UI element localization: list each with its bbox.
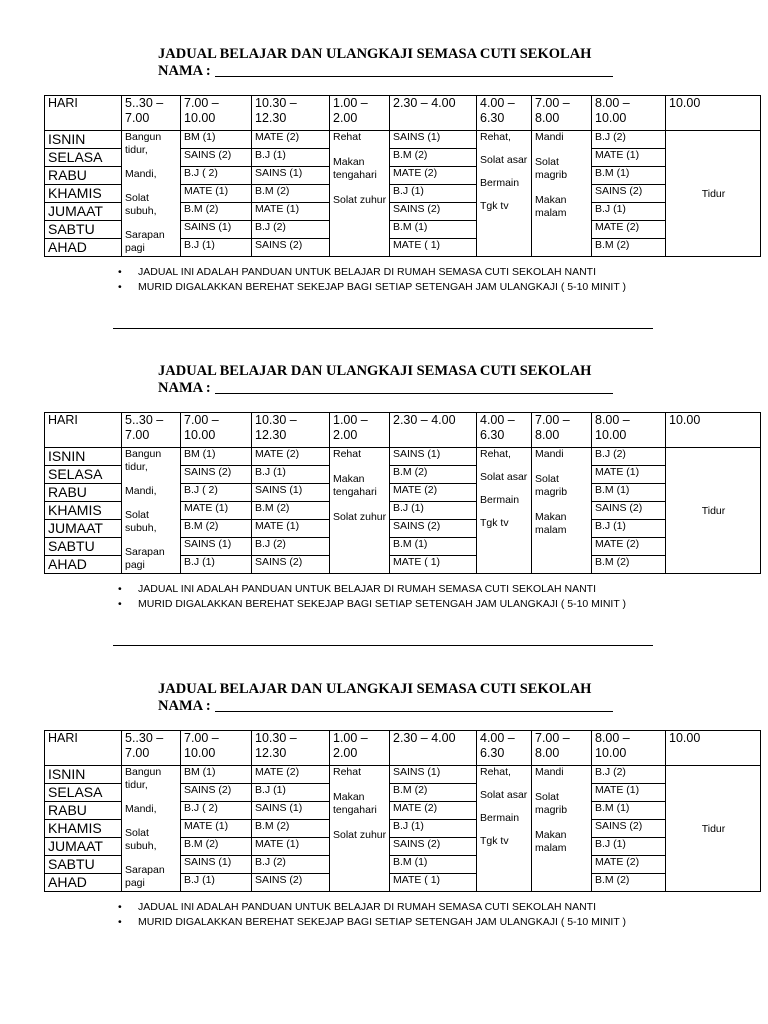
subject-cell: SAINS (2) [390,203,477,221]
subject-cell: SAINS (2) [252,874,330,892]
subject-cell: SAINS (1) [252,484,330,502]
subject-cell: MATE (2) [390,484,477,502]
notes-list [118,266,658,296]
activity-text: Solat zuhur [333,511,387,523]
activity-text: Makan tengahari [333,156,377,181]
activity-text: Solat asar [480,471,528,483]
schedule-title: JADUAL BELAJAR DAN ULANGKAJI SEMASA CUTI SEKOLAH [158,46,592,62]
header-cell: 10.00 [666,731,761,766]
note-text: MURID DIGALAKKAN BEREHAT SEKEJAP BAGI SETIAP SETENGAH JAM ULANGKAJI ( 5-10 MINIT ) [138,281,626,293]
evening-activities-cell [532,131,592,257]
subject-cell: B.J ( 2) [181,802,252,820]
subject-cell: SAINS (2) [592,820,666,838]
subject-cell: B.M (2) [252,820,330,838]
evening-activities-cell [532,766,592,892]
subject-cell: B.J (1) [181,556,252,574]
activity-text: Solat asar [480,154,528,166]
note-item [118,583,658,596]
activity-text: Solat subuh, [125,509,157,534]
morning-routine-cell [122,448,181,574]
day-cell: RABU [45,802,122,820]
subject-cell: SAINS (1) [181,856,252,874]
subject-cell: MATE (1) [252,520,330,538]
subject-cell: B.M (2) [252,502,330,520]
header-cell: 10.00 [666,96,761,131]
activity-text: Mandi [535,131,564,143]
activity-text: Mandi [535,766,564,778]
header-cell: 2.30 – 4.00 [390,413,477,448]
subject-cell: MATE (1) [592,466,666,484]
subject-cell: B.M (1) [390,221,477,239]
activity-text: Sarapan pagi [125,546,165,571]
activity-text: Rehat [333,448,362,460]
activity-text: Mandi, [125,803,157,815]
subject-cell: B.M (1) [390,856,477,874]
day-cell: AHAD [45,556,122,574]
header-cell: 10.30 – 12.30 [252,413,330,448]
name-field [158,698,211,715]
subject-cell: SAINS (1) [390,448,477,466]
note-text: JADUAL INI ADALAH PANDUAN UNTUK BELAJAR DI RUMAH SEMASA CUTI SEKOLAH NANTI [138,901,597,913]
subject-cell: MATE (2) [252,448,330,466]
activity-text: Solat zuhur [333,194,387,206]
subject-cell: B.J (2) [252,538,330,556]
subject-cell: SAINS (2) [390,520,477,538]
day-cell: ISNIN [45,766,122,784]
header-cell: 1.00 – 2.00 [330,731,390,766]
subject-cell: B.J (1) [252,784,330,802]
schedule-title: JADUAL BELAJAR DAN ULANGKAJI SEMASA CUTI SEKOLAH [158,363,592,379]
sleep-cell: Tidur [666,766,761,892]
note-item [118,916,658,929]
subject-cell: MATE (1) [252,838,330,856]
midday-activities-cell [330,766,390,892]
schedule-table [44,730,761,892]
header-cell: 7.00 – 8.00 [532,731,592,766]
table-row [45,766,761,784]
header-cell: HARI [45,731,122,766]
day-cell: KHAMIS [45,185,122,203]
name-underline [215,393,613,394]
sleep-cell: Tidur [666,131,761,257]
day-cell: ISNIN [45,131,122,149]
section-divider [113,645,653,646]
day-cell: RABU [45,167,122,185]
name-underline [215,711,613,712]
subject-cell: MATE (1) [181,502,252,520]
subject-cell: B.M (1) [592,802,666,820]
bullet-icon: • [118,598,122,610]
subject-cell: MATE (1) [592,149,666,167]
subject-cell: B.J (2) [592,131,666,149]
bullet-icon: • [118,916,122,928]
table-row [45,131,761,149]
subject-cell: B.M (2) [181,203,252,221]
activity-text: Makan malam [535,194,567,219]
activity-text: Rehat, [480,131,511,143]
subject-cell: B.M (2) [592,239,666,257]
subject-cell: B.M (2) [181,520,252,538]
sleep-cell: Tidur [666,448,761,574]
subject-cell: B.J (1) [390,502,477,520]
header-cell: 4.00 – 6.30 [477,731,532,766]
subject-cell: SAINS (2) [390,838,477,856]
subject-cell: B.M (2) [390,466,477,484]
header-cell: 5..30 – 7.00 [122,731,181,766]
header-cell: 8.00 – 10.00 [592,731,666,766]
name-label: NAMA : [158,380,211,396]
header-cell: HARI [45,96,122,131]
header-cell: 4.00 – 6.30 [477,413,532,448]
note-text: MURID DIGALAKKAN BEREHAT SEKEJAP BAGI SETIAP SETENGAH JAM ULANGKAJI ( 5-10 MINIT ) [138,598,626,610]
schedule-table [44,412,761,574]
note-item [118,281,658,294]
day-cell: AHAD [45,239,122,257]
note-text: JADUAL INI ADALAH PANDUAN UNTUK BELAJAR DI RUMAH SEMASA CUTI SEKOLAH NANTI [138,266,597,278]
subject-cell: B.J (1) [592,520,666,538]
header-cell: 2.30 – 4.00 [390,96,477,131]
activity-text: Makan malam [535,829,567,854]
subject-cell: SAINS (2) [181,784,252,802]
header-cell: 10.30 – 12.30 [252,96,330,131]
note-text: JADUAL INI ADALAH PANDUAN UNTUK BELAJAR DI RUMAH SEMASA CUTI SEKOLAH NANTI [138,583,597,595]
activity-text: Bangun tidur, [125,448,162,473]
schedule-title: JADUAL BELAJAR DAN ULANGKAJI SEMASA CUTI SEKOLAH [158,681,592,697]
header-cell: 10.30 – 12.30 [252,731,330,766]
subject-cell: BM (1) [181,131,252,149]
header-cell: 5..30 – 7.00 [122,413,181,448]
subject-cell: MATE (1) [592,784,666,802]
day-cell: SELASA [45,466,122,484]
activity-text: Sarapan pagi [125,864,165,889]
subject-cell: MATE (2) [390,802,477,820]
notes-list [118,583,658,613]
notes-list [118,901,658,931]
subject-cell: SAINS (2) [592,502,666,520]
subject-cell: B.J (2) [592,766,666,784]
bullet-icon: • [118,583,122,595]
subject-cell: B.J (2) [252,856,330,874]
afternoon-activities-cell [477,448,532,574]
subject-cell: B.M (2) [592,556,666,574]
subject-cell: SAINS (2) [592,185,666,203]
note-item [118,266,658,279]
subject-cell: MATE ( 1) [390,556,477,574]
header-cell: 4.00 – 6.30 [477,96,532,131]
header-cell: 7.00 – 10.00 [181,413,252,448]
activity-text: Mandi, [125,168,157,180]
subject-cell: B.M (2) [181,838,252,856]
subject-cell: BM (1) [181,448,252,466]
day-cell: SABTU [45,221,122,239]
day-cell: KHAMIS [45,820,122,838]
subject-cell: B.J (1) [390,820,477,838]
subject-cell: MATE (2) [592,856,666,874]
activity-text: Bermain [480,494,520,506]
activity-text: Mandi [535,448,564,460]
activity-text: Solat magrib [535,156,568,181]
subject-cell: SAINS (1) [181,538,252,556]
activity-text: Solat subuh, [125,192,157,217]
name-field [158,380,211,397]
subject-cell: MATE (2) [252,131,330,149]
day-cell: SELASA [45,784,122,802]
day-cell: JUMAAT [45,203,122,221]
activity-text: Solat asar [480,789,528,801]
subject-cell: B.M (2) [390,784,477,802]
subject-cell: MATE ( 1) [390,239,477,257]
day-cell: SABTU [45,538,122,556]
header-cell: 7.00 – 10.00 [181,96,252,131]
bullet-icon: • [118,281,122,293]
subject-cell: SAINS (1) [390,766,477,784]
header-cell: 8.00 – 10.00 [592,96,666,131]
morning-routine-cell [122,766,181,892]
activity-text: Makan tengahari [333,791,377,816]
subject-cell: B.M (1) [390,538,477,556]
activity-text: Solat magrib [535,791,568,816]
activity-text: Rehat, [480,448,511,460]
subject-cell: MATE (2) [592,538,666,556]
subject-cell: B.J (2) [252,221,330,239]
subject-cell: B.J ( 2) [181,167,252,185]
activity-text: Bangun tidur, [125,131,162,156]
table-row [45,448,761,466]
subject-cell: MATE (2) [390,167,477,185]
subject-cell: SAINS (2) [252,239,330,257]
midday-activities-cell [330,131,390,257]
header-cell: 1.00 – 2.00 [330,413,390,448]
subject-cell: B.M (2) [592,874,666,892]
subject-cell: B.J (1) [252,149,330,167]
activity-text: Bermain [480,812,520,824]
bullet-icon: • [118,901,122,913]
activity-text: Solat magrib [535,473,568,498]
day-cell: RABU [45,484,122,502]
day-cell: JUMAAT [45,520,122,538]
subject-cell: MATE (1) [181,185,252,203]
subject-cell: B.J (1) [592,838,666,856]
evening-activities-cell [532,448,592,574]
midday-activities-cell [330,448,390,574]
subject-cell: B.J (1) [181,874,252,892]
subject-cell: MATE (1) [181,820,252,838]
schedule-table [44,95,761,257]
subject-cell: B.M (1) [592,167,666,185]
activity-text: Rehat, [480,766,511,778]
activity-text: Bermain [480,177,520,189]
activity-text: Tgk tv [480,200,509,212]
subject-cell: SAINS (2) [181,149,252,167]
day-cell: KHAMIS [45,502,122,520]
subject-cell: B.J (1) [181,239,252,257]
subject-cell: B.M (2) [252,185,330,203]
subject-cell: MATE (2) [592,221,666,239]
section-divider [113,328,653,329]
activity-text: Makan tengahari [333,473,377,498]
day-cell: AHAD [45,874,122,892]
subject-cell: SAINS (1) [252,167,330,185]
subject-cell: B.J ( 2) [181,484,252,502]
subject-cell: BM (1) [181,766,252,784]
note-text: MURID DIGALAKKAN BEREHAT SEKEJAP BAGI SETIAP SETENGAH JAM ULANGKAJI ( 5-10 MINIT ) [138,916,626,928]
morning-routine-cell [122,131,181,257]
day-cell: SELASA [45,149,122,167]
subject-cell: B.J (2) [592,448,666,466]
header-cell: 7.00 – 8.00 [532,413,592,448]
note-item [118,901,658,914]
subject-cell: B.J (1) [592,203,666,221]
activity-text: Tgk tv [480,835,509,847]
bullet-icon: • [118,266,122,278]
activity-text: Solat zuhur [333,829,387,841]
activity-text: Bangun tidur, [125,766,162,791]
afternoon-activities-cell [477,131,532,257]
day-cell: JUMAAT [45,838,122,856]
subject-cell: B.M (2) [390,149,477,167]
header-cell: 5..30 – 7.00 [122,96,181,131]
name-label: NAMA : [158,698,211,714]
activity-text: Rehat [333,766,362,778]
header-cell: 7.00 – 8.00 [532,96,592,131]
header-cell: 10.00 [666,413,761,448]
header-cell: 2.30 – 4.00 [390,731,477,766]
subject-cell: SAINS (1) [252,802,330,820]
subject-cell: MATE ( 1) [390,874,477,892]
activity-text: Makan malam [535,511,567,536]
activity-text: Solat subuh, [125,827,157,852]
header-cell: HARI [45,413,122,448]
day-cell: ISNIN [45,448,122,466]
subject-cell: MATE (2) [252,766,330,784]
name-label: NAMA : [158,63,211,79]
name-underline [215,76,613,77]
header-cell: 1.00 – 2.00 [330,96,390,131]
header-cell: 7.00 – 10.00 [181,731,252,766]
activity-text: Rehat [333,131,362,143]
activity-text: Sarapan pagi [125,229,165,254]
subject-cell: B.J (1) [390,185,477,203]
subject-cell: B.J (1) [252,466,330,484]
header-cell: 8.00 – 10.00 [592,413,666,448]
name-field [158,63,211,80]
subject-cell: SAINS (1) [181,221,252,239]
subject-cell: SAINS (1) [390,131,477,149]
subject-cell: MATE (1) [252,203,330,221]
afternoon-activities-cell [477,766,532,892]
subject-cell: SAINS (2) [181,466,252,484]
activity-text: Tgk tv [480,517,509,529]
day-cell: SABTU [45,856,122,874]
subject-cell: B.M (1) [592,484,666,502]
note-item [118,598,658,611]
subject-cell: SAINS (2) [252,556,330,574]
activity-text: Mandi, [125,485,157,497]
